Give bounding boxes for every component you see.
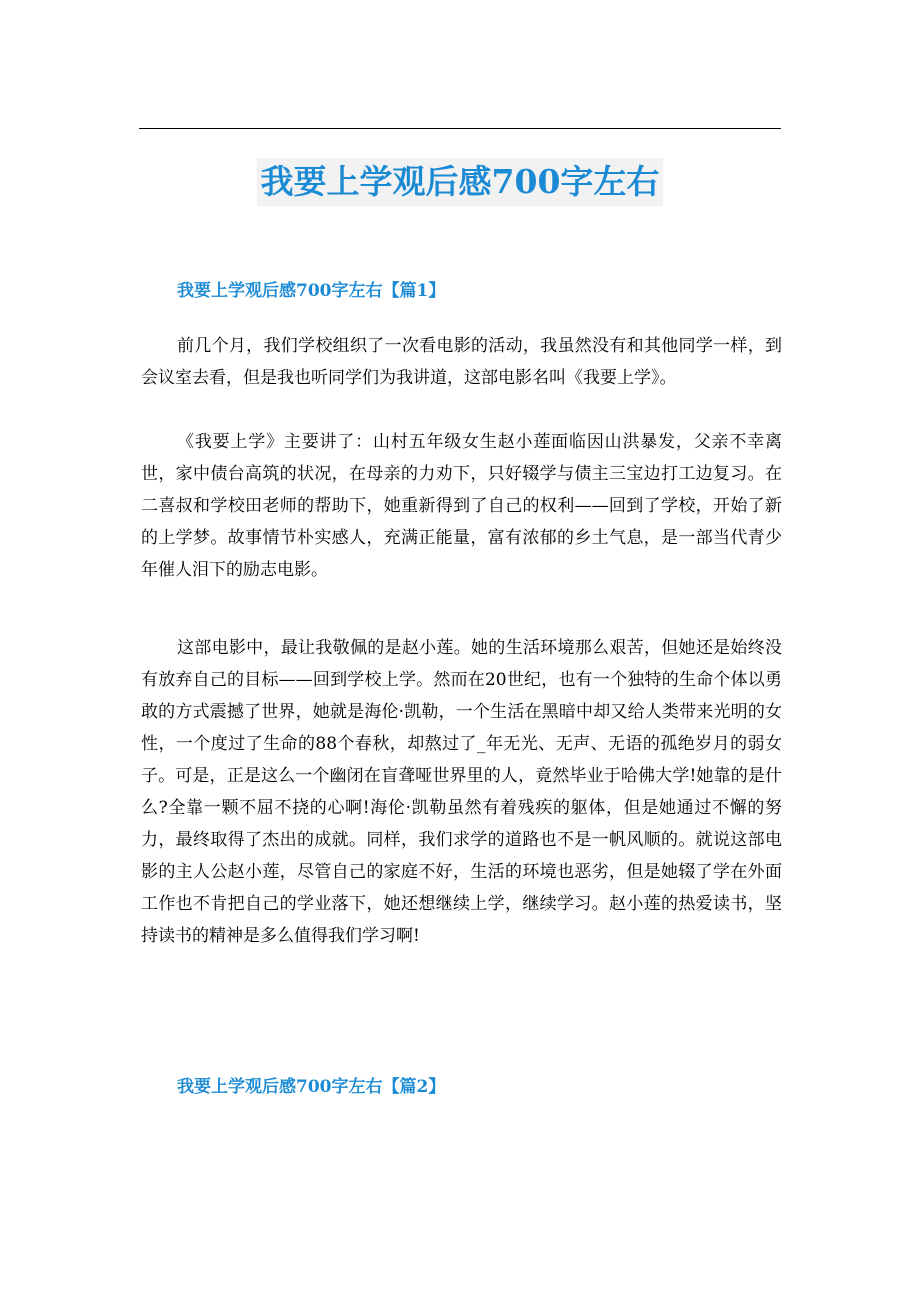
paragraph-2: 《我要上学》主要讲了：山村五年级女生赵小莲面临因山洪暴发，父亲不幸离世，家中债台高筑的状况，在母亲的力劝下，只好辍学与债主三宝边打工边复习。在二喜叔和学校田老师的帮助下，她重新得到了自己的权利——回到了学校，开始了新的上学梦。故事情节朴实感人，充满正能量，富有浓郁的乡土气息，是一部当代青少年催人泪下的励志电影。: [141, 432, 782, 580]
section-heading-2: 我要上学观后感700字左右【篇2】: [177, 1077, 446, 1097]
paragraph-3: 这部电影中，最让我敬佩的是赵小莲。她的生活环境那么艰苦，但她还是始终没有放弃自己的目标——回到学校上学。然而在20世纪，也有一个独特的生命个体以勇敢的方式震撼了世界，她就是海伦·凯勒，一个生活在黑暗中却又给人类带来光明的女性，一个度过了生命的88个春秋，却熬过了_年无光、无声、无语的孤绝岁月的弱女子。可是，正是这么一个幽闭在盲聋哑世界里的人，竟然毕业于哈佛大学!她靠的是什么?全靠一颗不屈不挠的心啊!海伦·凯勒虽然有着残疾的躯体，但是她通过不懈的努力，最终取得了杰出的成就。同样，我们求学的道路也不是一帆风顺的。就说这部电影的主人公赵小莲，尽管自己的家庭不好，生活的环境也恶劣，但是她辍了学在外面工作也不肯把自己的学业落下，她还想继续上学，继续学习。赵小莲的热爱读书，坚持读书的精神是多么值得我们学习啊!: [141, 638, 782, 946]
section-heading-1: 我要上学观后感700字左右【篇1】: [177, 281, 446, 301]
paragraph-1: 前几个月，我们学校组织了一次看电影的活动，我虽然没有和其他同学一样，到会议室去看，但是我也听同学们为我讲道，这部电影名叫《我要上学》。: [141, 336, 782, 388]
title-container: [0, 158, 920, 206]
document-title: 我要上学观后感700字左右: [257, 158, 664, 206]
header-rule: [139, 128, 781, 129]
